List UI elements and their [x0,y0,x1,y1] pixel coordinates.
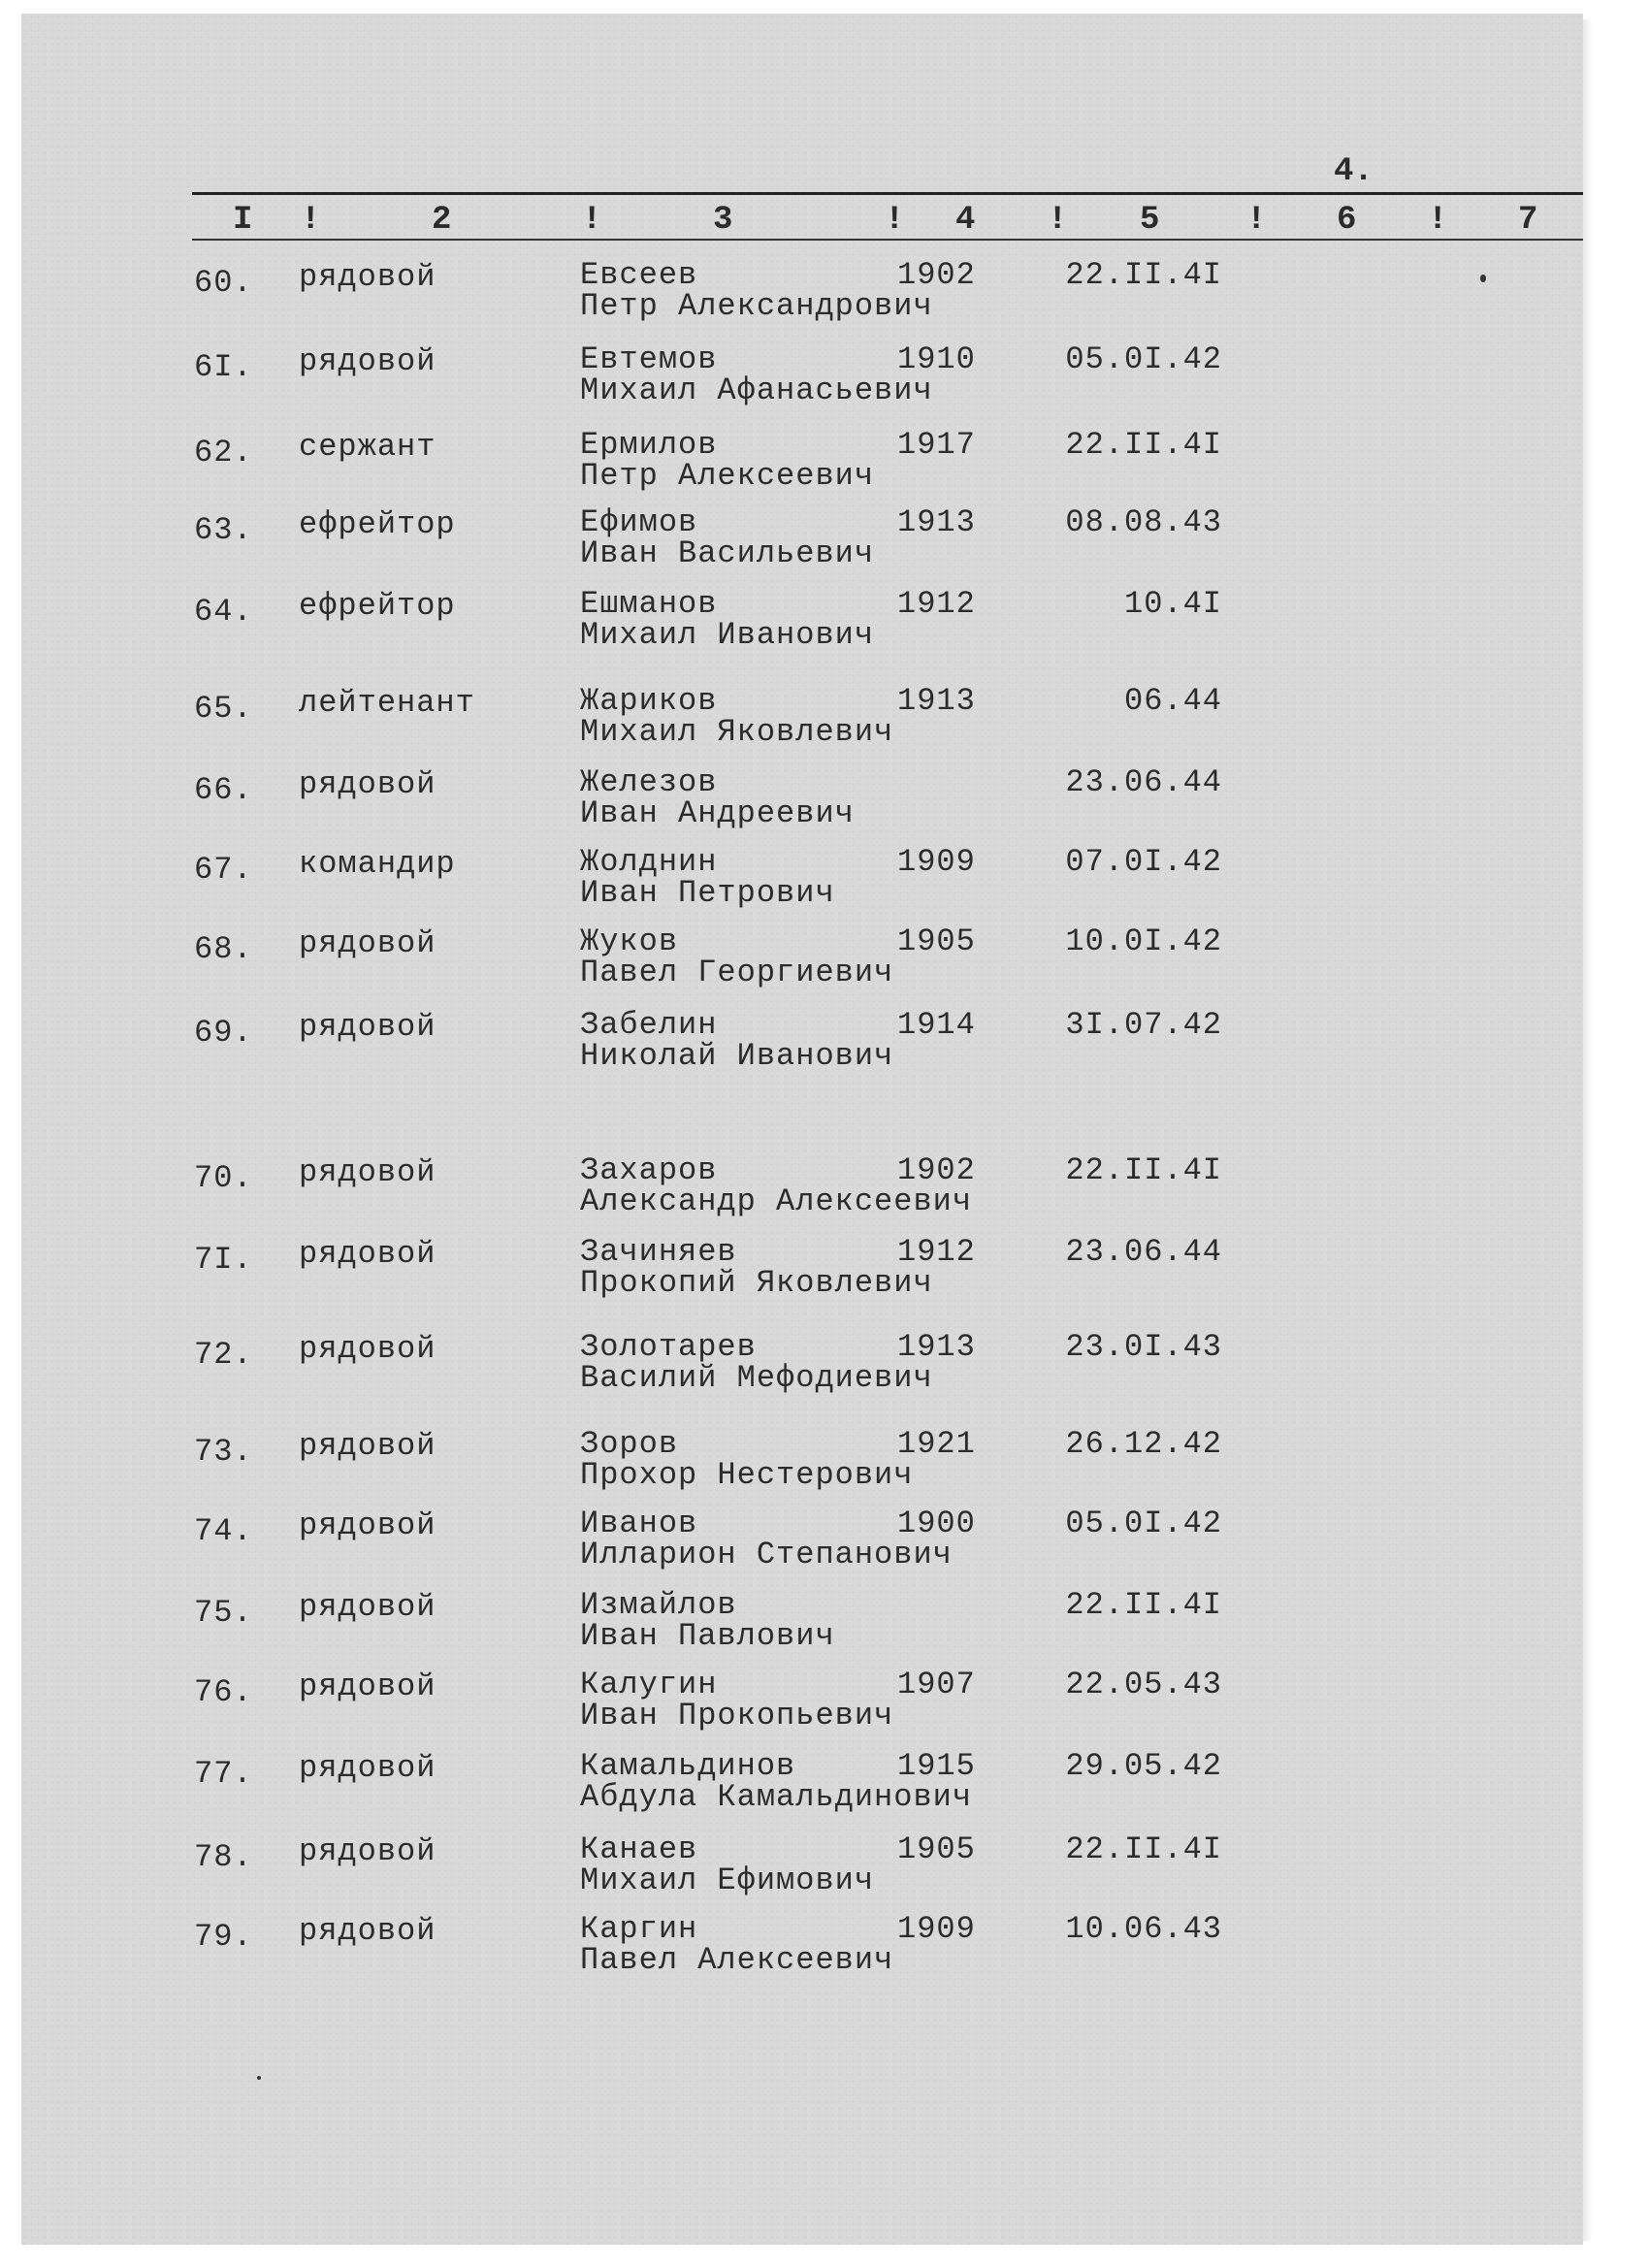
birth-year: 1912 [897,1234,976,1270]
record-row [0,1831,1649,1909]
given-name-patronymic: Иван Петрович [580,875,835,911]
surname: Жолднин [580,844,718,880]
row-number: 76. [194,1674,253,1710]
rank: рядовой [299,1669,436,1704]
record-row [0,1152,1649,1230]
row-number: 65. [194,691,253,727]
record-row [0,257,1649,335]
ink-speck [1480,275,1486,282]
given-name-patronymic: Иван Васильевич [580,535,875,571]
date: 22.II.4I [1065,1831,1222,1867]
surname: Каргин [580,1911,698,1947]
birth-year: 1900 [897,1506,976,1541]
column-header-3: 3 [713,202,733,239]
date: 22.II.4I [1065,257,1222,293]
rank: рядовой [299,343,436,379]
row-number: 78. [194,1839,253,1875]
surname: Иванов [580,1506,698,1541]
given-name-patronymic: Михаил Ефимович [580,1863,875,1898]
date: 07.0I.42 [1065,844,1222,880]
row-number: 75. [194,1595,253,1631]
record-row [0,683,1649,761]
column-header-1: I [233,202,253,239]
row-number: 79. [194,1919,253,1955]
date: 23.06.44 [1065,764,1222,800]
column-header-5: 5 [1140,202,1160,239]
given-name-patronymic: Прокопий Яковлевич [580,1265,933,1301]
record-row [0,844,1649,922]
record-row [0,923,1649,1001]
rank: рядовой [299,1589,436,1625]
surname: Жариков [580,683,718,719]
surname: Зоров [580,1426,679,1462]
birth-year: 1917 [897,427,976,463]
surname: Зачиняев [580,1234,737,1270]
header-bottom-rule [192,239,1583,241]
rank: рядовой [299,1154,436,1190]
record-row [0,1234,1649,1312]
rank: командир [299,846,456,882]
row-number: 68. [194,931,253,967]
row-number: 72. [194,1337,253,1373]
given-name-patronymic: Абдула Камальдинович [580,1779,973,1815]
column-header-4: 4 [955,202,976,239]
date: 10.06.43 [1065,1911,1222,1947]
row-number: 62. [194,435,253,470]
row-number: 70. [194,1160,253,1196]
record-row [0,341,1649,419]
rank: рядовой [299,1236,436,1272]
record-row [0,1506,1649,1583]
row-number: 63. [194,512,253,548]
surname: Камальдинов [580,1748,796,1784]
given-name-patronymic: Михаил Яковлевич [580,714,894,750]
surname: Евсеев [580,257,698,293]
column-separator: ! [301,202,321,239]
date: 22.05.43 [1065,1667,1222,1702]
ink-speck [257,2076,261,2080]
rank: рядовой [299,1833,436,1869]
given-name-patronymic: Павел Алексеевич [580,1942,894,1978]
record-row [0,427,1649,504]
date: 06.44 [1123,683,1222,719]
given-name-patronymic: Иван Прокопьевич [580,1698,894,1733]
date: 26.12.42 [1065,1426,1222,1462]
date: 22.II.4I [1065,427,1222,463]
birth-year: 1915 [897,1748,976,1784]
row-number: 7I. [194,1242,253,1278]
birth-year: 1902 [897,257,976,293]
given-name-patronymic: Иван Павлович [580,1618,835,1654]
birth-year: 1910 [897,341,976,377]
row-number: 77. [194,1756,253,1792]
row-number: 60. [194,265,253,301]
given-name-patronymic: Иван Андреевич [580,795,855,831]
date: 3I.07.42 [1065,1007,1222,1043]
birth-year: 1905 [897,1831,976,1867]
birth-year: 1909 [897,844,976,880]
given-name-patronymic: Прохор Нестерович [580,1457,914,1493]
date: 10.0I.42 [1065,923,1222,959]
column-header-2: 2 [432,202,452,239]
birth-year: 1905 [897,923,976,959]
date: 10.4I [1123,586,1222,622]
record-row [0,764,1649,842]
birth-year: 1909 [897,1911,976,1947]
date: 29.05.42 [1065,1748,1222,1784]
record-row [0,1329,1649,1407]
column-header-7: 7 [1518,202,1538,239]
rank: рядовой [299,766,436,802]
date: 05.0I.42 [1065,1506,1222,1541]
row-number: 67. [194,852,253,888]
given-name-patronymic: Василий Мефодиевич [580,1360,933,1396]
birth-year: 1912 [897,586,976,622]
row-number: 66. [194,772,253,808]
given-name-patronymic: Илларион Степанович [580,1537,953,1572]
surname: Калугин [580,1667,718,1702]
column-separator: ! [582,202,602,239]
surname: Евтемов [580,341,718,377]
column-header-6: 6 [1337,202,1357,239]
date: 22.II.4I [1065,1587,1222,1623]
row-number: 6I. [194,349,253,385]
surname: Ефимов [580,504,698,540]
row-number: 73. [194,1434,253,1470]
date: 08.08.43 [1065,504,1222,540]
given-name-patronymic: Петр Алексеевич [580,458,875,494]
birth-year: 1913 [897,683,976,719]
column-separator: ! [1428,202,1448,239]
surname: Железов [580,764,718,800]
given-name-patronymic: Николай Иванович [580,1038,894,1074]
rank: рядовой [299,1507,436,1543]
record-row [0,586,1649,664]
birth-year: 1913 [897,504,976,540]
rank: рядовой [299,1750,436,1786]
row-number: 64. [194,594,253,630]
rank: рядовой [299,1331,436,1367]
date: 05.0I.42 [1065,341,1222,377]
record-row [0,1426,1649,1504]
rank: рядовой [299,259,436,295]
rank: рядовой [299,925,436,961]
rank: сержант [299,429,436,465]
page-number: 4. [1334,153,1374,190]
date: 23.0I.43 [1065,1329,1222,1365]
rank: ефрейтор [299,588,456,624]
given-name-patronymic: Александр Алексеевич [580,1183,973,1219]
rank: ефрейтор [299,506,456,542]
surname: Жуков [580,923,679,959]
record-row [0,504,1649,582]
rank: рядовой [299,1009,436,1045]
record-row [0,1667,1649,1744]
record-row [0,1911,1649,1989]
column-separator: ! [1246,202,1267,239]
birth-year: 1913 [897,1329,976,1365]
surname: Измайлов [580,1587,737,1623]
date: 22.II.4I [1065,1152,1222,1188]
rank: рядовой [299,1913,436,1949]
rank: лейтенант [299,685,475,721]
row-number: 69. [194,1015,253,1051]
column-separator: ! [885,202,905,239]
record-row [0,1007,1649,1085]
surname: Ермилов [580,427,718,463]
given-name-patronymic: Павел Георгиевич [580,955,894,990]
rank: рядовой [299,1428,436,1464]
record-row [0,1748,1649,1826]
birth-year: 1914 [897,1007,976,1043]
surname: Золотарев [580,1329,757,1365]
column-separator: ! [1048,202,1068,239]
birth-year: 1921 [897,1426,976,1462]
birth-year: 1902 [897,1152,976,1188]
surname: Ешманов [580,586,718,622]
date: 23.06.44 [1065,1234,1222,1270]
birth-year: 1907 [897,1667,976,1702]
given-name-patronymic: Михаил Афанасьевич [580,373,933,408]
header-top-rule [192,192,1583,195]
record-row [0,1587,1649,1665]
surname: Захаров [580,1152,718,1188]
surname: Забелин [580,1007,718,1043]
surname: Канаев [580,1831,698,1867]
row-number: 74. [194,1513,253,1549]
given-name-patronymic: Петр Александрович [580,288,933,324]
given-name-patronymic: Михаил Иванович [580,617,875,653]
